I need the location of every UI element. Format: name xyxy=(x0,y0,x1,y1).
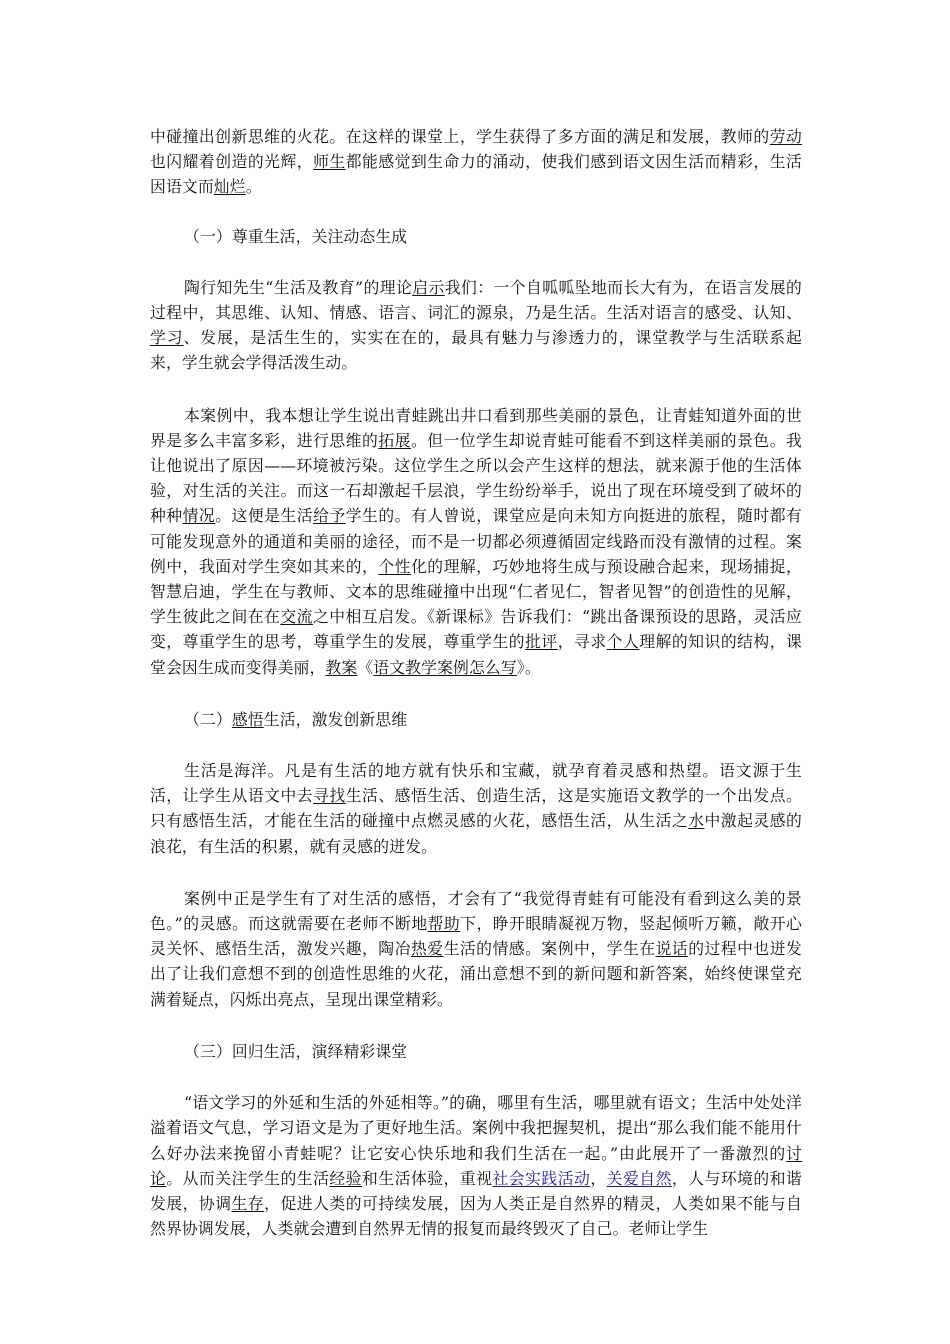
underlined-term: 情况 xyxy=(182,506,216,526)
text-run: “语文学习的外延和生活的外延相等。”的确，哪里有生活，哪里就有语文；生活中处处洋溢着语文气息，学习语文是为了更好地生活。案例中我把握契机，提出“那么我们能不能用什么好办法来挽留小青蛙呢？让它安心快乐地和我们生活在一起。”由此展开了一番激烈的 xyxy=(150,1093,802,1163)
text-run: 中碰撞出创新思维的火花。在这样的课堂上，学生获得了多方面的满足和发展，教师的 xyxy=(150,127,770,146)
text-run: 中激起灵感的浪花，有生活的积累，就有灵感的迸发。 xyxy=(150,811,802,856)
hyperlink[interactable]: 关爱自然 xyxy=(606,1168,672,1188)
text-run: ，寻求 xyxy=(557,632,607,652)
text-run: 、发展，是活生生的，实实在在的，最具有魅力与渗透力的，课堂教学与生活联系起来，学生就会学得活泼生动。 xyxy=(150,328,802,373)
underlined-term: 批评 xyxy=(525,632,558,652)
underlined-term: 经验 xyxy=(329,1168,363,1188)
text-run: ，促进人类的可持续发展，因为人类正是自然界的精灵，人类如果不能与自然界协调发展，人类就会遭到自然界无情的报复而最终毁灭了自己。老师让学生 xyxy=(150,1193,802,1239)
section-heading xyxy=(150,707,802,732)
text-run: （一）尊重生活，关注动态生成 xyxy=(184,226,408,246)
text-run: 的过程中也迸发出了让我们意想不到的创造性思维的火花，涌出意想不到的新问题和新答案，始终使课堂充满着疑点，闪烁出亮点，呈现出课堂精彩。 xyxy=(150,939,802,1009)
text-run: （三）回归生活，演绎精彩课堂 xyxy=(184,1041,408,1061)
underlined-term: 讨论 xyxy=(150,1143,802,1188)
section-heading xyxy=(150,224,802,249)
text-run: 。从而关注学生的生活 xyxy=(166,1168,330,1188)
text-run: 都能感觉到生命力的涌动，使我们感到语文因生活而精彩，生活因语文而 xyxy=(150,152,802,197)
text-run: 。 xyxy=(245,177,262,197)
text-run: ， xyxy=(590,1168,607,1188)
underlined-term: 灿烂 xyxy=(213,177,246,197)
text-run: 下，睁开眼睛凝视万物，竖起倾听万籁，敞开心灵关怀、感悟生活，激发兴趣，陶冶 xyxy=(150,914,802,959)
text-run: ，人与环境的和谐发展，协调 xyxy=(150,1168,802,1213)
underlined-term: 说话 xyxy=(655,939,689,959)
document-body xyxy=(150,124,802,1268)
underlined-term: 启示 xyxy=(412,277,445,297)
underlined-term: 热爱 xyxy=(410,939,444,959)
body-paragraph xyxy=(150,403,802,680)
body-paragraph xyxy=(150,124,802,200)
text-run: 生活的情感。案例中，学生在 xyxy=(443,939,656,959)
body-paragraph xyxy=(150,886,802,1012)
text-run: 案例中正是学生有了对生活的感悟，才会有了“我觉得青蛙有可能没有看到这么美的景色。”的灵感。而这就需要在老师不断地 xyxy=(150,888,802,934)
text-run: 生活是海洋。凡是有生活的地方就有快乐和宝藏，就孕育着灵感和热望。语文源于生活，让学生从语文中去 xyxy=(150,761,802,806)
text-run: 。但一位学生却说青蛙可能看不到这样美丽的景色。我让他说出了原因——环境被污染。这位学生之所以会产生这样的想法，就来源于他的生活体验，对生活的关注。而这一石却激起千层浪，学生纷纷举手，说出了现在环境受到了破坏的种种 xyxy=(150,430,802,526)
underlined-term: 生存 xyxy=(231,1193,265,1213)
text-run: 学生的。有人曾说，课堂应是向未知方向挺进的旅程，随时都有可能发现意外的通道和美丽的途径，而不是一切都必须遵循固定线路而没有激情的过程。案例中，我面对学生突如其来的， xyxy=(150,506,802,576)
underlined-term: 帮助 xyxy=(427,914,461,934)
underlined-term: 拓展 xyxy=(378,430,411,450)
underlined-term: 给予 xyxy=(313,506,346,526)
text-run: 陶行知先生“生活及教育”的理论 xyxy=(184,277,413,297)
text-run: 》。 xyxy=(516,657,541,677)
body-paragraph xyxy=(150,1090,802,1241)
underlined-term: 交流 xyxy=(280,607,313,627)
body-paragraph xyxy=(150,758,802,859)
text-run: 之中相互启发。《新课标》告诉我们：“跳出备课预设的思路，灵活应变，尊重学生的思考，尊重学生的发展，尊重学生的 xyxy=(150,607,803,652)
section-heading xyxy=(150,1039,802,1064)
underlined-term: 劳动 xyxy=(769,127,802,146)
text-run: 化的理解，巧妙地将生成与预设融合起来，现场捕捉，智慧启迪，学生在与教师、文本的思维碰撞中出现“仁者见仁，智者见智”的创造性的见解，学生彼此之间在在 xyxy=(150,556,802,627)
text-run: 生活、感悟生活、创造生活，这是实施语文教学的一个出发点。只有感悟生活，才能在生活的碰撞中点燃灵感的火花，感悟生活，从生活之 xyxy=(150,786,802,831)
underlined-term: 师生 xyxy=(313,152,346,172)
text-run: 理解的知识的结构，课堂会因生成而变得美丽， xyxy=(150,632,802,677)
underlined-term: 语文教学案例怎么写 xyxy=(373,657,517,677)
body-paragraph xyxy=(150,275,802,376)
hyperlink[interactable]: 社会实践活动 xyxy=(492,1168,591,1188)
underlined-term: 个性 xyxy=(378,556,411,576)
underlined-term: 学习 xyxy=(150,328,184,348)
text-run: （二） xyxy=(184,709,232,729)
text-run: 本案例中，我本想让学生说出青蛙跳出井口看到那些美丽的景色，让青蛙知道外面的世界是多么丰富多彩，进行思维的 xyxy=(150,405,802,450)
text-run: 。这便是生活 xyxy=(215,506,314,526)
underlined-term: 寻找 xyxy=(313,786,346,806)
text-run: 我们：一个自呱呱坠地而长大有为，在语言发展的过程中，其思维、认知、情感、语言、词汇的源泉，乃是生活。生活对语言的感受、认知、 xyxy=(150,277,802,323)
underlined-term: 感悟 xyxy=(231,709,264,729)
text-run: 生活，激发创新思维 xyxy=(263,709,408,729)
underlined-term: 水 xyxy=(688,811,705,831)
underlined-term: 教案 xyxy=(325,657,358,677)
underlined-term: 个人 xyxy=(606,632,640,652)
text-run: 也闪耀着创造的光辉， xyxy=(150,152,314,172)
text-run: 《 xyxy=(357,657,374,677)
text-run: 和生活体验，重视 xyxy=(362,1168,493,1188)
